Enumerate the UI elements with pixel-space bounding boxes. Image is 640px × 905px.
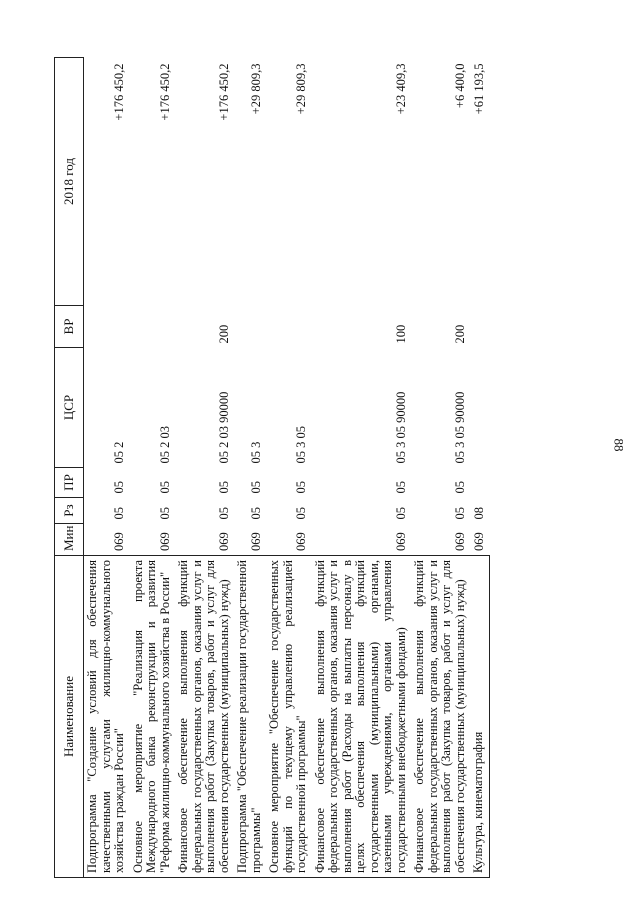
row-name: Подпрограмма "Создание условий для обеспечения качественными услугами жилищно-коммунального хозяйства граждан России" [84,556,130,878]
row-rz: 05 [216,507,231,520]
table-row [312,58,412,878]
row-rz: 05 [112,507,126,520]
row-min: 069 [393,532,408,551]
row-vr [130,306,176,348]
row-pr: 05 [452,481,467,494]
row-csr: 05 3 05 90000 [452,391,467,464]
row-rz: 05 [452,507,467,520]
row-vr: 100 [393,324,408,344]
row-csr: 05 3 [248,441,263,464]
row-min: 069 [216,532,231,551]
row-name: Финансовое обеспечение выполнения функций федеральных государственных органов, оказания услуг и выполнения работ (Расходы на выплаты персоналу в целях обеспечения выполнения функций государственными (муниципальными) органами, казенными учреждениями, органами управления государственными внебюджетными фондами) [312,556,412,878]
row-rz: 08 [471,507,486,520]
table-row [175,58,234,878]
row-name: Культура, кинематография [470,556,489,878]
row-vr [266,306,312,348]
row-rz: 05 [294,507,308,520]
row-rz: 05 [393,507,408,520]
header-pr: ПР [55,468,84,498]
row-vr: 200 [452,324,467,344]
header-vr: ВР [55,306,84,348]
row-amount: +176 450,2 [157,63,172,121]
row-amount: +6 400,0 [452,63,467,109]
row-rz: 05 [157,507,172,520]
header-year: 2018 год [55,58,84,306]
header-csr: ЦСР [55,348,84,468]
row-amount: +29 809,3 [248,63,263,115]
row-vr [84,306,130,348]
row-csr: 05 3 05 [294,426,308,464]
table-row [130,58,176,878]
row-pr: 05 [112,481,126,494]
table-header-row [55,58,84,878]
row-amount: +176 450,2 [216,63,231,121]
row-min: 069 [471,532,486,551]
rotated-page-content [54,58,614,878]
table-row [470,58,489,878]
row-amount: +29 809,3 [294,63,308,115]
table-row [411,58,470,878]
header-min: Мин [55,524,84,556]
row-csr [470,348,489,468]
row-pr: 05 [157,481,172,494]
row-csr: 05 2 03 [157,426,172,464]
row-pr [470,468,489,498]
header-rz: Рз [55,498,84,524]
table-row [234,58,266,878]
row-pr: 05 [294,481,308,494]
row-name: Основное мероприятие "Реализация проекта Международного банка реконструкции и развития "Реформа жилищно-коммунального хозяйства в России" [130,556,176,878]
row-csr: 05 3 05 90000 [393,391,408,464]
row-rz: 05 [248,507,263,520]
row-csr: 05 2 [112,441,126,464]
row-name: Основное мероприятие "Обеспечение государственных функций по текущему управлению реализацией государственной программы" [266,556,312,878]
row-min: 069 [248,532,263,551]
row-pr: 05 [393,481,408,494]
row-csr: 05 2 03 90000 [216,391,231,464]
row-vr [234,306,266,348]
row-amount: +61 193,5 [471,63,486,115]
budget-table [54,57,490,878]
row-name: Подпрограмма "Обеспечение реализации государственной программы" [234,556,266,878]
row-vr: 200 [216,324,231,344]
table-row [84,58,130,878]
row-amount: +23 409,3 [393,63,408,115]
row-min: 069 [452,532,467,551]
row-min: 069 [112,532,126,551]
row-pr: 05 [216,481,231,494]
row-name: Финансовое обеспечение выполнения функций федеральных государственных органов, оказания услуг и выполнения работ (Закупка товаров, работ и услуг для обеспечения государственных (муниципальных) нужд) [411,556,470,878]
row-min: 069 [157,532,172,551]
table-row [266,58,312,878]
row-amount: +176 450,2 [112,63,126,121]
row-name: Финансовое обеспечение выполнения функций федеральных государственных органов, оказания услуг и выполнения работ (Закупка товаров, работ и услуг для обеспечения государственных (муниципальных) нужд) [175,556,234,878]
page-number: 88 [611,438,627,452]
header-name: Наименование [55,556,84,878]
row-min: 069 [294,532,308,551]
row-pr: 05 [248,481,263,494]
row-vr [470,306,489,348]
